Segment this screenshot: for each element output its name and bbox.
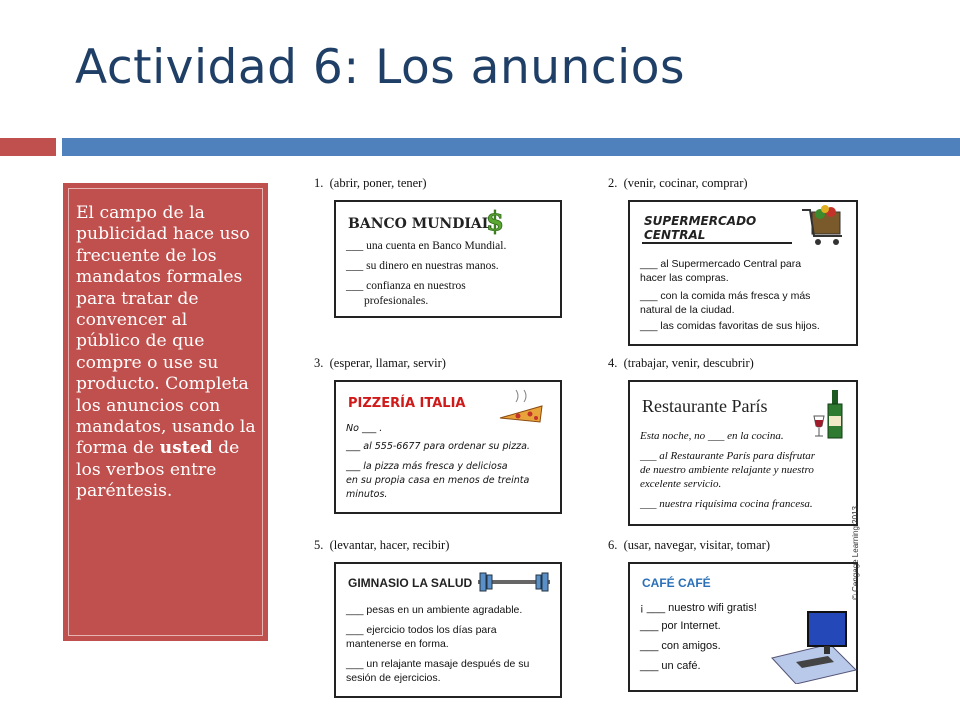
ad-supermercado-central bbox=[628, 200, 858, 346]
question-number: 6. bbox=[608, 538, 618, 552]
question-6 bbox=[608, 538, 770, 553]
ad-title bbox=[644, 214, 756, 242]
ad-line: No ___ . bbox=[346, 423, 383, 434]
question-5 bbox=[314, 538, 449, 553]
ad-line: ___ al Restaurante París para disfrutar bbox=[640, 450, 816, 462]
shopping-cart-icon bbox=[798, 204, 846, 250]
question-1 bbox=[314, 176, 427, 191]
accent-bar-red bbox=[0, 138, 56, 156]
dollar-sign-icon bbox=[484, 206, 504, 236]
ad-line: ___ con la comida más fresca y más bbox=[640, 290, 811, 302]
question-verbs: (trabajar, venir, descubrir) bbox=[623, 356, 754, 370]
ad-title: BANCO MUNDIAL bbox=[348, 216, 492, 232]
wine-bottle-icon bbox=[810, 388, 850, 440]
question-verbs: (abrir, poner, tener) bbox=[329, 176, 427, 190]
ad-line: ___ al Supermercado Central para bbox=[640, 258, 802, 270]
ad-line: ___ la pizza más fresca y deliciosa bbox=[346, 461, 508, 472]
ad-line: ___ ejercicio todos los días para bbox=[346, 624, 497, 636]
question-number: 3. bbox=[314, 356, 324, 370]
title-underline bbox=[642, 242, 792, 244]
ad-line: mantenerse en forma. bbox=[346, 638, 449, 650]
ad-title: CAFÉ CAFÉ bbox=[642, 576, 711, 590]
ad-line: ___ una cuenta en Banco Mundial. bbox=[346, 240, 507, 252]
ad-title: Restaurante París bbox=[642, 396, 768, 416]
instructions-text bbox=[76, 203, 256, 503]
ad-title: GIMNASIO LA SALUD bbox=[348, 576, 473, 590]
slide-title: Actividad 6: Los anuncios bbox=[75, 40, 685, 95]
question-verbs: (esperar, llamar, servir) bbox=[329, 356, 446, 370]
question-number: 1. bbox=[314, 176, 324, 190]
question-2 bbox=[608, 176, 748, 191]
ad-line: ___ pesas en un ambiente agradable. bbox=[346, 604, 523, 616]
question-3 bbox=[314, 356, 446, 371]
copyright-notice: © Cengage Learning 2013 bbox=[851, 506, 860, 600]
ad-restaurante-paris bbox=[628, 380, 858, 526]
ad-line: ___ su dinero en nuestras manos. bbox=[346, 260, 499, 272]
question-verbs: (levantar, hacer, recibir) bbox=[329, 538, 450, 552]
question-number: 2. bbox=[608, 176, 618, 190]
ad-gimnasio-la-salud bbox=[334, 562, 562, 698]
accent-bar-blue bbox=[62, 138, 960, 156]
svg-text:$: $ bbox=[486, 207, 504, 236]
ad-line: excelente servicio. bbox=[640, 478, 722, 490]
question-4 bbox=[608, 356, 754, 371]
ad-line: de nuestro ambiente relajante y nuestro bbox=[640, 464, 814, 476]
question-verbs: (usar, navegar, visitar, tomar) bbox=[623, 538, 770, 552]
worksheet-image bbox=[300, 168, 870, 700]
question-number: 5. bbox=[314, 538, 324, 552]
ad-line: natural de la ciudad. bbox=[640, 304, 735, 316]
ad-line: ___ por Internet. bbox=[640, 620, 721, 632]
ad-title: PIZZERÍA ITALIA bbox=[348, 396, 466, 411]
instructions-bold: usted bbox=[159, 438, 213, 459]
ad-line: hacer las compras. bbox=[640, 272, 729, 284]
ad-line: ___ un relajante masaje después de su bbox=[346, 658, 530, 670]
question-verbs: (venir, cocinar, comprar) bbox=[623, 176, 748, 190]
ad-line: ___ confianza en nuestros bbox=[346, 280, 466, 292]
computer-icon bbox=[770, 608, 858, 684]
instructions-after: de los verbos entre paréntesis. bbox=[76, 438, 240, 502]
ad-cafe-cafe bbox=[628, 562, 858, 692]
ad-line: ___ al 555-6677 para ordenar su pizza. bbox=[346, 441, 530, 452]
ad-line: minutos. bbox=[346, 489, 388, 500]
ad-title-line: SUPERMERCADO bbox=[644, 214, 757, 228]
ad-line: profesionales. bbox=[364, 295, 429, 307]
ad-line: ___ con amigos. bbox=[640, 640, 721, 652]
ad-line: en su propia casa en menos de treinta bbox=[346, 475, 530, 486]
question-number: 4. bbox=[608, 356, 618, 370]
instructions-before: El campo de la publicidad hace uso frecuente de los mandatos formales para tratar de convencer al público de que compre o use su producto. Completa los anuncios con mandatos, usando la forma de bbox=[76, 203, 256, 459]
ad-title-line: CENTRAL bbox=[644, 228, 706, 242]
ad-line: Esta noche, no ___ en la cocina. bbox=[640, 430, 784, 442]
ad-pizzeria-italia bbox=[334, 380, 562, 514]
ad-line: ¡ ___ nuestro wifi gratis! bbox=[640, 602, 757, 614]
ad-line: sesión de ejercicios. bbox=[346, 672, 441, 684]
ad-banco-mundial bbox=[334, 200, 562, 318]
ad-line: ___ un café. bbox=[640, 660, 701, 672]
ad-line: ___ nuestra riquísima cocina francesa. bbox=[640, 498, 813, 510]
pizza-slice-icon bbox=[496, 388, 546, 428]
ad-line: ___ las comidas favoritas de sus hijos. bbox=[640, 320, 820, 332]
barbell-icon bbox=[474, 570, 554, 594]
